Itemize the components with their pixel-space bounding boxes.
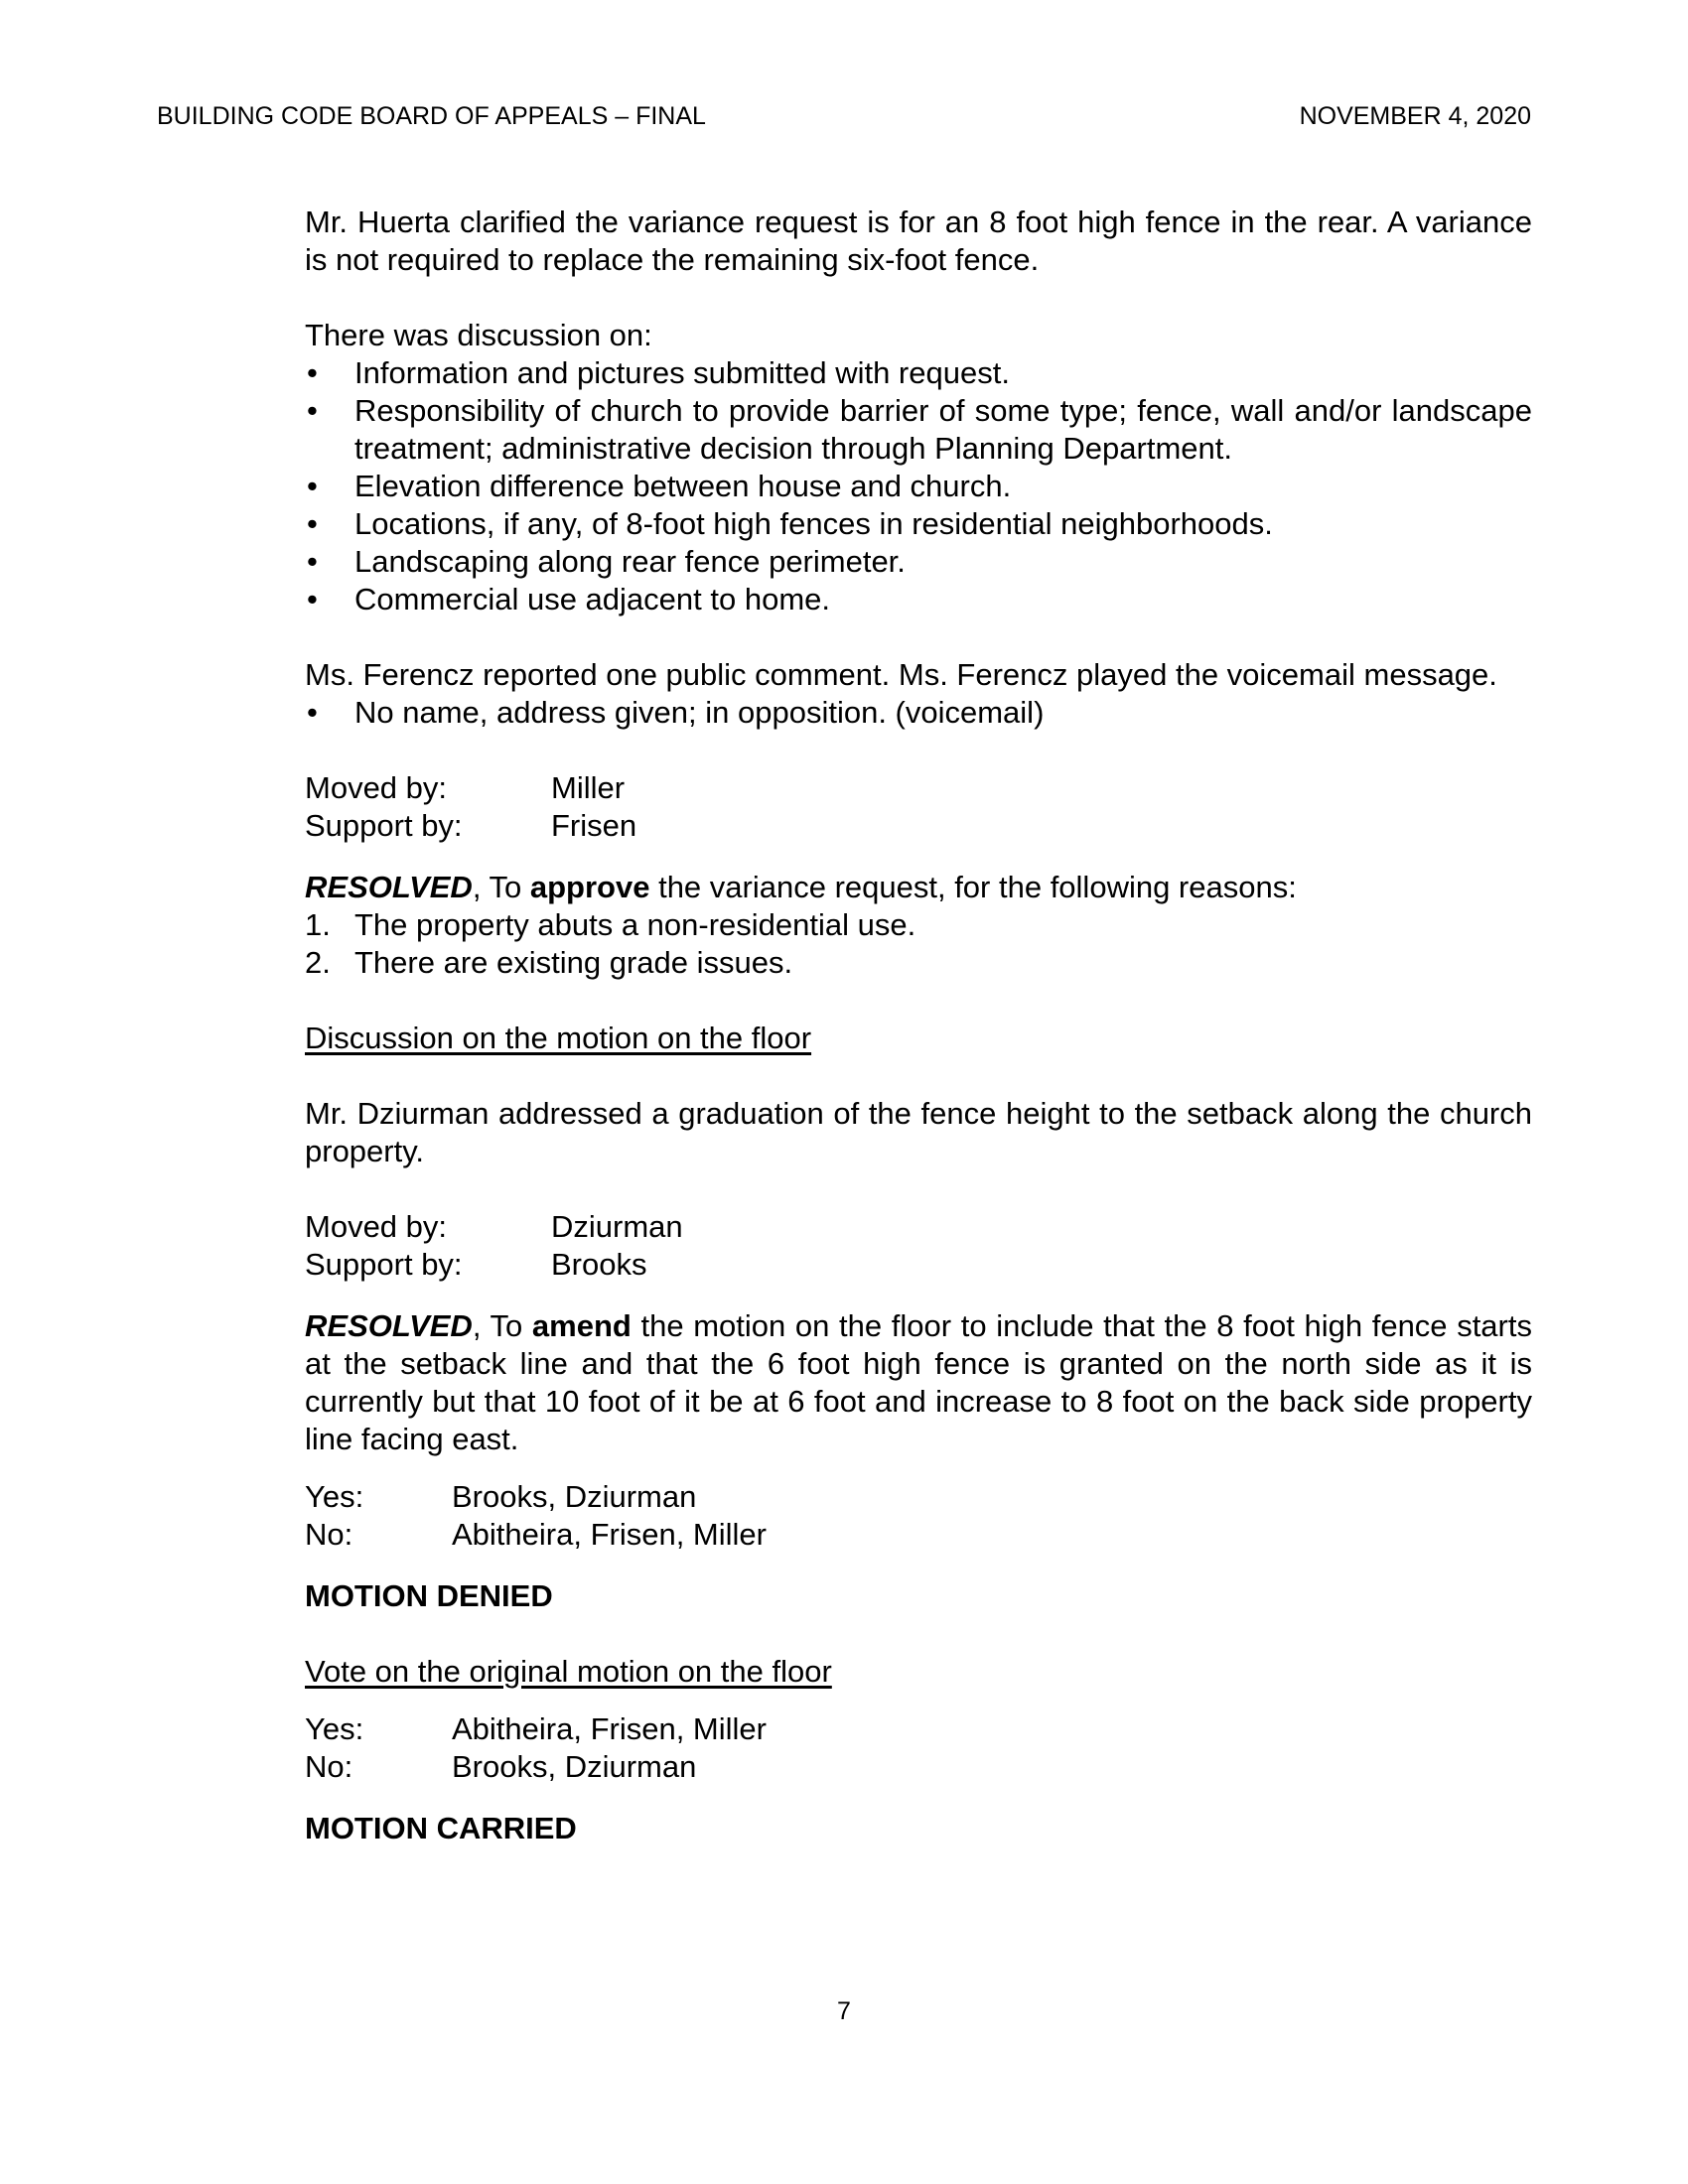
- bullet-icon: •: [307, 582, 318, 616]
- motion-result-denied: MOTION DENIED: [305, 1578, 553, 1613]
- resolved-pre: , To: [472, 870, 530, 904]
- no-value: Abitheira, Frisen, Miller: [452, 1517, 767, 1552]
- yes-label: Yes:: [305, 1479, 364, 1514]
- no-value: Brooks, Dziurman: [452, 1749, 697, 1784]
- list-item: [305, 354, 1532, 392]
- list-item-text: There are existing grade issues.: [354, 945, 793, 980]
- support-by-row: [305, 1246, 1532, 1284]
- bullet-icon: •: [307, 506, 318, 541]
- public-comment-paragraph: Ms. Ferencz reported one public comment. Ms. Ferencz played the voicemail message.: [305, 657, 1497, 692]
- no-row: [305, 1516, 1532, 1554]
- list-item-text: Responsibility of church to provide barrier of some type; fence, wall and/or landscape treatment; administrative decision through Planning Department.: [354, 393, 1532, 466]
- list-item-text: Landscaping along rear fence perimeter.: [354, 544, 906, 579]
- moved-by-label: Moved by:: [305, 1209, 448, 1244]
- header-date: NOVEMBER 4, 2020: [1299, 102, 1531, 130]
- list-item: [305, 543, 1532, 581]
- resolved-pre: , To: [472, 1308, 532, 1343]
- resolved-text: the motion on the floor to include that the 8 foot high fence starts at the setback line and that the 6 foot high fence is granted on the north side as it is currently but that 10 foot of it be at 6 foot and increase to 8 foot on the back side property line facing east.: [305, 1308, 1532, 1456]
- moved-by-label: Moved by:: [305, 770, 448, 805]
- list-item-text: Information and pictures submitted with request.: [354, 355, 1010, 390]
- moved-by-row: [305, 769, 1532, 807]
- bullet-icon: •: [307, 544, 318, 579]
- vote-block-1: [305, 1478, 1532, 1554]
- support-by-label: Support by:: [305, 1247, 463, 1282]
- resolved-text: the variance request, for the following reasons:: [649, 870, 1297, 904]
- list-item: [305, 944, 1532, 982]
- yes-value: Abitheira, Frisen, Miller: [452, 1711, 767, 1746]
- list-number: 1.: [305, 907, 331, 942]
- motion-block-2: [305, 1208, 1532, 1284]
- resolved-action: approve: [529, 870, 650, 904]
- resolved-action: amend: [531, 1308, 632, 1343]
- public-comment-list: [305, 694, 1532, 732]
- discussion-list: [305, 354, 1532, 618]
- page-number: 7: [837, 1997, 851, 2025]
- support-by-label: Support by:: [305, 808, 463, 843]
- no-row: [305, 1748, 1532, 1786]
- list-item: [305, 906, 1532, 944]
- motion-block-1: [305, 769, 1532, 845]
- support-by-row: [305, 807, 1532, 845]
- list-item-text: Elevation difference between house and church.: [354, 469, 1012, 503]
- header-title: BUILDING CODE BOARD OF APPEALS – FINAL: [157, 102, 706, 130]
- list-item: [305, 694, 1532, 732]
- moved-by-row: [305, 1208, 1532, 1246]
- dziurman-paragraph: Mr. Dziurman addressed a graduation of the fence height to the setback along the church property.: [305, 1096, 1532, 1168]
- bullet-icon: •: [307, 393, 318, 428]
- resolution-approve: [305, 869, 1532, 906]
- page-header: [157, 100, 1531, 132]
- vote-heading: Vote on the original motion on the floor: [305, 1654, 832, 1689]
- support-by-value: Brooks: [551, 1247, 647, 1282]
- huerta-clarification-paragraph: Mr. Huerta clarified the variance request is for an 8 foot high fence in the rear. A variance is not required to replace the remaining six-foot fence.: [305, 205, 1532, 277]
- yes-row: [305, 1710, 1532, 1748]
- resolution-amend: [305, 1307, 1532, 1458]
- motion-result-carried: MOTION CARRIED: [305, 1811, 577, 1845]
- no-label: No:: [305, 1517, 353, 1552]
- list-item-text: Locations, if any, of 8-foot high fences in residential neighborhoods.: [354, 506, 1273, 541]
- document-body: [305, 204, 1532, 1847]
- moved-by-value: Miller: [551, 770, 626, 805]
- list-item: [305, 581, 1532, 618]
- reasons-list: [305, 906, 1532, 982]
- vote-block-2: [305, 1710, 1532, 1786]
- list-number: 2.: [305, 945, 331, 980]
- bullet-icon: •: [307, 469, 318, 503]
- yes-label: Yes:: [305, 1711, 364, 1746]
- discussion-heading: Discussion on the motion on the floor: [305, 1021, 812, 1055]
- moved-by-value: Dziurman: [551, 1209, 683, 1244]
- discussion-intro: There was discussion on:: [305, 318, 652, 352]
- list-item-text: Commercial use adjacent to home.: [354, 582, 831, 616]
- bullet-icon: •: [307, 355, 318, 390]
- resolved-keyword: RESOLVED: [305, 870, 473, 904]
- list-item-text: The property abuts a non-residential use.: [354, 907, 916, 942]
- list-item-text: No name, address given; in opposition. (voicemail): [354, 695, 1045, 730]
- resolved-keyword: RESOLVED: [305, 1308, 473, 1343]
- no-label: No:: [305, 1749, 353, 1784]
- support-by-value: Frisen: [551, 808, 637, 843]
- list-item: [305, 468, 1532, 505]
- list-item: [305, 392, 1532, 468]
- list-item: [305, 505, 1532, 543]
- yes-value: Brooks, Dziurman: [452, 1479, 697, 1514]
- yes-row: [305, 1478, 1532, 1516]
- bullet-icon: •: [307, 695, 318, 730]
